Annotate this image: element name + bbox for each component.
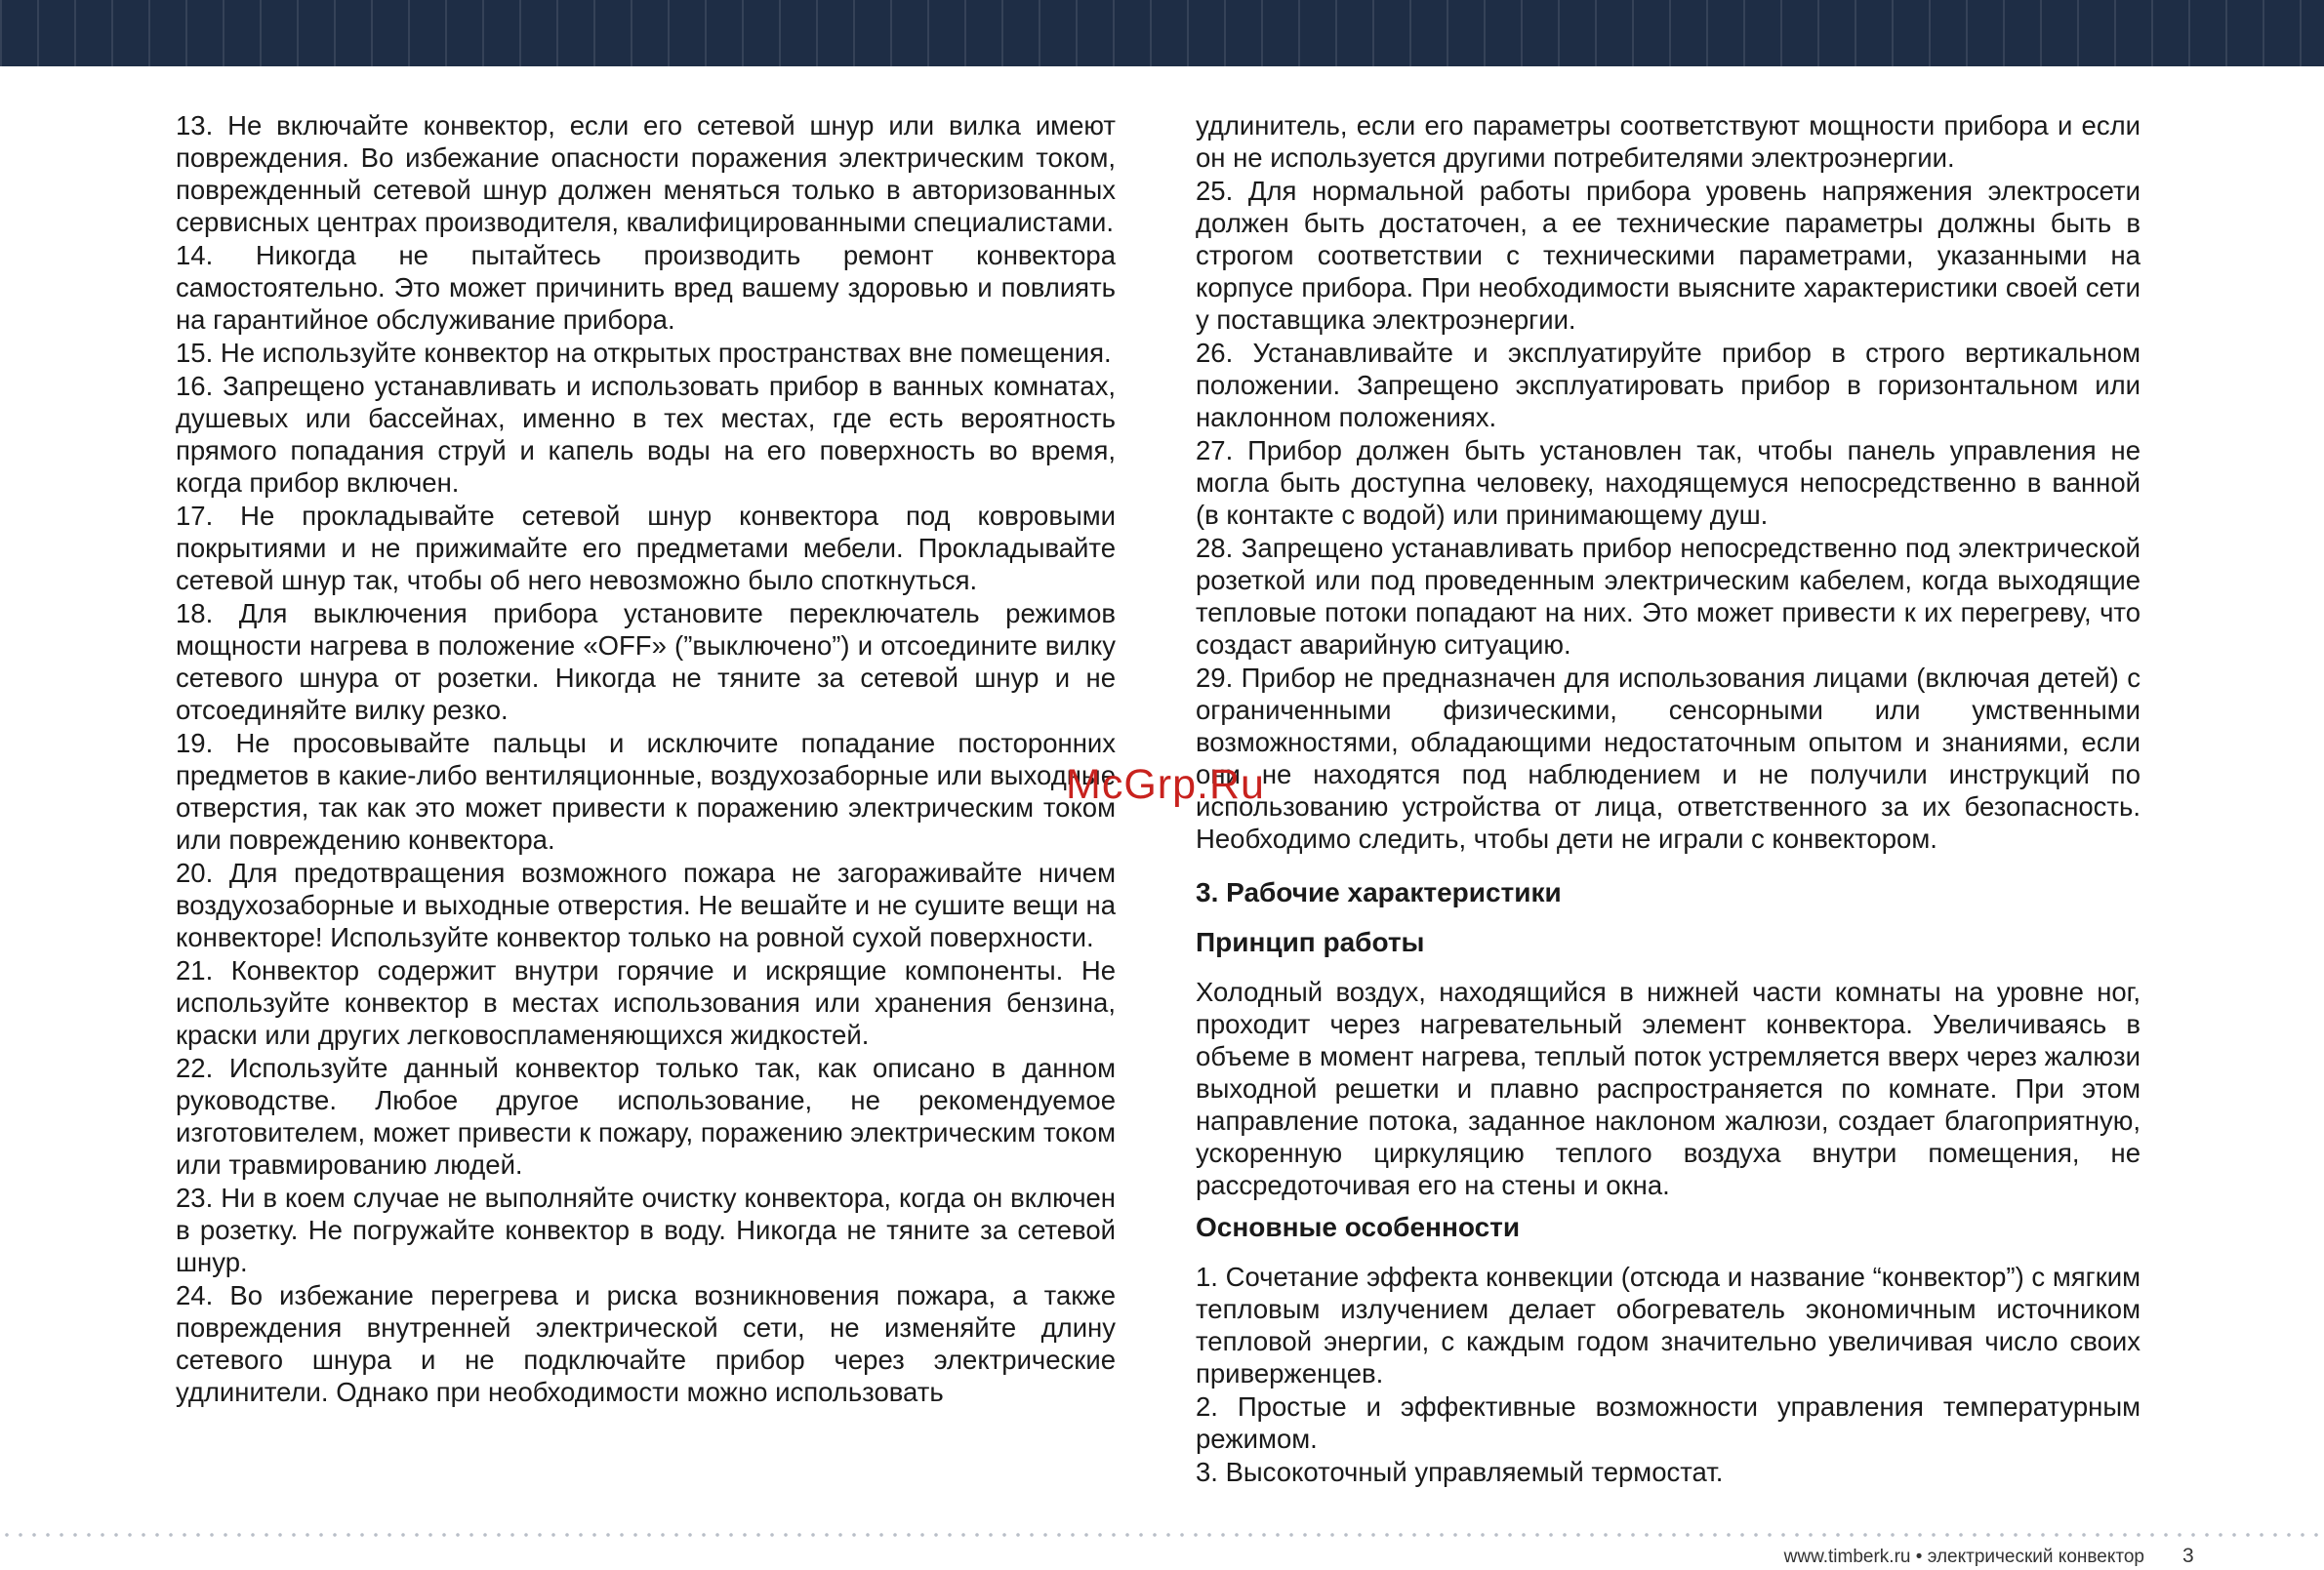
footer-site-link[interactable]: www.timberk.ru • электрический конвектор (1783, 1547, 2144, 1567)
right-text-column (1196, 109, 2141, 1489)
left-text-column (176, 109, 1116, 1409)
principle-paragraph: Холодный воздух, находящийся в нижней части комнаты на уровне ног, проходит через нагревательный элемент конвектора. Увеличиваясь в объеме в момент нагрева, теплый поток устремляется вверх через жалюзи выходной решетки и плавно распространяется по комнате. При этом направление потока, заданное наклоном жалюзи, создает благоприятную, ускоренную циркуляцию теплого воздуха внутри помещения, не рассредоточивая его на стены и окна. (1196, 977, 2141, 1200)
safety-item-24: 24. Во избежание перегрева и риска возникновения пожара, а также повреждения внутренней электрической сети, не изменяйте длину сетевого шнура и не подключайте прибор через электрические удлинители. Однако при необходимости можно использовать (176, 1280, 1116, 1407)
safety-item-22: 22. Используйте данный конвектор только так, как описано в данном руководстве. Любое другое использование, не рекомендуемое изготовителем, может привести к пожару, поражению электрическим током или травмированию людей. (176, 1053, 1116, 1180)
watermark-logo: McGrp.Ru (1066, 761, 1265, 808)
safety-item-26: 26. Устанавливайте и эксплуатируйте прибор в строго вертикальном положении. Запрещено эксплуатировать прибор в горизонтальном или наклонном положениях. (1196, 338, 2141, 432)
safety-item-21: 21. Конвектор содержит внутри горячие и искрящие компоненты. Не используйте конвектор в местах использования или хранения бензина, краски или других легковоспламеняющихся жидкостей. (176, 955, 1116, 1050)
feature-item-2: 2. Простые и эффективные возможности управления температурным режимом. (1196, 1391, 2141, 1454)
safety-item-20: 20. Для предотвращения возможного пожара не загораживайте ничем воздухозаборные и выходные отверстия. Не вешайте и не сушите вещи на конвекторе! Используйте конвектор только на ровной сухой поверхности. (176, 858, 1116, 952)
section-heading: 3. Рабочие характеристики (1196, 877, 1562, 907)
safety-item-29: 29. Прибор не предназначен для использования лицами (включая детей) с ограниченными физическими, сенсорными или умственными возможностями, обладающими недостаточным опытом и знаниями, если они не находятся под наблюдением и не получили инструкций по использованию устройства от лица, ответственного за их безопасность. Необходимо следить, чтобы дети не играли с конвектором. (1196, 663, 2141, 854)
safety-item-25: 25. Для нормальной работы прибора уровень напряжения электросети должен быть достаточен, а ее технические параметры должны быть в строгом соответствии с техническими параметрами, указанными на корпусе прибора. При необходимости выясните характеристики своей сети у поставщика электроэнергии. (1196, 176, 2141, 335)
safety-item-18: 18. Для выключения прибора установите переключатель режимов мощности нагрева в положение «OFF» (”выключено”) и отсоедините вилку сетевого шнура от розетки. Никогда не тяните за сетевой шнур и не отсоединяйте вилку резко. (176, 598, 1116, 725)
safety-item-17: 17. Не прокладывайте сетевой шнур конвектора под ковровыми покрытиями и не прижимайте его предметами мебели. Прокладывайте сетевой шнур так, чтобы об него невозможно было споткнуться. (176, 501, 1116, 595)
safety-item-15: 15. Не используйте конвектор на открытых пространствах вне помещения. (176, 338, 1112, 368)
footer-dotted-divider (0, 1533, 2324, 1537)
safety-item-27: 27. Прибор должен быть установлен так, чтобы панель управления не могла быть доступна человеку, находящемуся непосредственно в ванной (в контакте с водой) или принимающему душ. (1196, 435, 2141, 530)
page-number: 3 (2182, 1545, 2194, 1567)
safety-item-14: 14. Никогда не пытайтесь производить ремонт конвектора самостоятельно. Это может причинить вред вашему здоровью и повлиять на гарантийное обслуживание прибора. (176, 240, 1116, 335)
safety-item-16: 16. Запрещено устанавливать и использовать прибор в ванных комнатах, душевых или бассейнах, именно в тех местах, где есть вероятность прямого попадания струй и капель воды на его поверхность во время, когда прибор включен. (176, 371, 1116, 498)
safety-item-19: 19. Не просовывайте пальцы и исключите попадание посторонних предметов в какие-либо вентиляционные, воздухозаборные или выходные отверстия, так как это может привести к поражению электрическим током или повреждению конвектора. (176, 728, 1116, 855)
features-heading: Основные особенности (1196, 1212, 1521, 1242)
safety-item-28: 28. Запрещено устанавливать прибор непосредственно под электрической розеткой или под проведенным электрическим кабелем, когда выходящие тепловые потоки попадают на них. Это может привести к их перегреву, что создаст аварийную ситуацию. (1196, 533, 2141, 660)
principle-heading: Принцип работы (1196, 927, 1425, 957)
feature-item-1: 1. Сочетание эффекта конвекции (отсюда и название “конвектор”) с мягким тепловым излучением делает обогреватель экономичным источником тепловой энергии, с каждым годом значительно увеличивая число своих приверженцев. (1196, 1262, 2141, 1389)
feature-item-3: 3. Высокоточный управляемый термостат. (1196, 1457, 1724, 1487)
safety-item-23: 23. Ни в коем случае не выполняйте очистку конвектора, когда он включен в розетку. Не погружайте конвектор в воду. Никогда не тяните за сетевой шнур. (176, 1183, 1116, 1277)
safety-item-24-cont: удлинитель, если его параметры соответствуют мощности прибора и если он не используется другими потребителями электроэнергии. (1196, 110, 2141, 173)
safety-item-13: 13. Не включайте конвектор, если его сетевой шнур или вилка имеют повреждения. Во избежание опасности поражения электрическим током, поврежденный сетевой шнур должен меняться только в авторизованных сервисных центрах производителя, квалифицированными специалистами. (176, 110, 1116, 237)
header-stripe-bar (0, 0, 2324, 66)
